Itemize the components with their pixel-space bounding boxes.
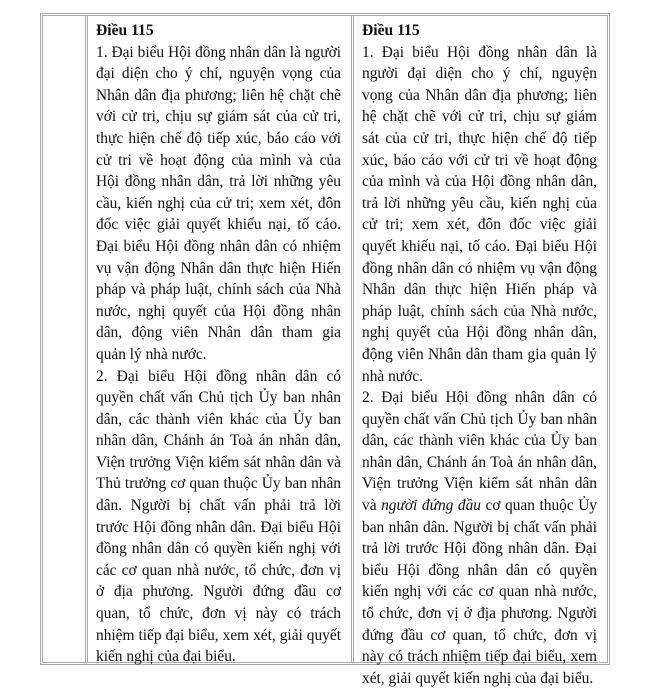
blank-column	[43, 16, 88, 662]
clause-1: 1. Đại biểu Hội đồng nhân dân là người đại diện cho ý chí, nguyện vọng của Nhân dân địa phương; liên hệ chặt chẽ với cử tri, chịu sự giám sát của cử tri, thực hiện chế độ tiếp xúc, báo cáo với cử tri về hoạt động của mình và của Hội đồng nhân dân, trả lời những yêu cầu, kiến nghị của cử tri; xem xét, đôn đốc việc giải quyết khiếu nại, tố cáo. Đại biểu Hội đồng nhân dân có nhiệm vụ vận động Nhân dân thực hiện Hiến pháp và pháp luật, chính sách của Nhà nước, nghị quyết của Hội đồng nhân dân, động viên Nhân dân tham gia quản lý nhà nước.	[96, 43, 341, 363]
clause-2	[362, 387, 597, 689]
comparison-table	[40, 13, 610, 687]
clause-2: 2. Đại biểu Hội đồng nhân dân có quyền chất vấn Chủ tịch Ủy ban nhân dân, các thành viên khác của Ủy ban nhân dân, Chánh án Toà án nhân dân, Viện trưởng Viện kiểm sát nhân dân và Thủ trưởng cơ quan thuộc Ủy ban nhân dân. Người bị chất vấn phải trả lời trước Hội đồng nhân dân. Đại biểu Hội đồng nhân dân có quyền kiến nghị với các cơ quan nhà nước, tổ chức, đơn vị ở địa phương. Người đứng đầu cơ quan, tổ chức, đơn vị này có trách nhiệm tiếp đại biểu, xem xét, giải quyết kiến nghị của đại biểu.	[96, 367, 341, 666]
article-heading: Điều 115	[362, 22, 420, 39]
clause-2-text: 2. Đại biểu Hội đồng nhân dân có quyền chất vấn Chủ tịch Ủy ban nhân dân, các thành viên khác của Ủy ban nhân dân, Chánh án Toà án nhân dân, Viện trưởng Viện kiểm sát nhân dân và	[362, 389, 597, 515]
article-heading: Điều 115	[96, 22, 154, 39]
changed-text: người đứng đầu	[381, 497, 481, 515]
new-version-column	[354, 16, 607, 687]
clause-1: 1. Đại biểu Hội đồng nhân dân là người đại diện cho ý chí, nguyện vọng của Nhân dân địa phương; liên hệ chặt chẽ với cử tri, chịu sự giám sát của cử tri, thực hiện chế độ tiếp xúc, báo cáo với cử tri về hoạt động của mình và của Hội đồng nhân dân, trả lời những yêu cầu, kiến nghị của cử tri; xem xét, đôn đốc việc giải quyết khiếu nại, tố cáo. Đại biểu Hội đồng nhân dân có nhiệm vụ vận động Nhân dân thực hiện Hiến pháp và pháp luật, chính sách của Nhà nước, nghị quyết của Hội đồng nhân dân, động viên Nhân dân tham gia quản lý nhà nước.	[362, 43, 597, 385]
clause-2-text: cơ quan thuộc Ủy ban nhân dân. Người bị chất vấn phải trả lời trước Hội đồng nhân dân. Đại biểu Hội đồng nhân dân có quyền kiến nghị với các cơ quan nhà nước, tổ chức, đơn vị ở địa phương. Người đứng đầu cơ quan, tổ chức, đơn vị này có trách nhiệm tiếp đại biểu, xem xét, giải quyết kiến nghị của đại biểu.	[362, 497, 598, 687]
old-version-column	[88, 16, 354, 666]
